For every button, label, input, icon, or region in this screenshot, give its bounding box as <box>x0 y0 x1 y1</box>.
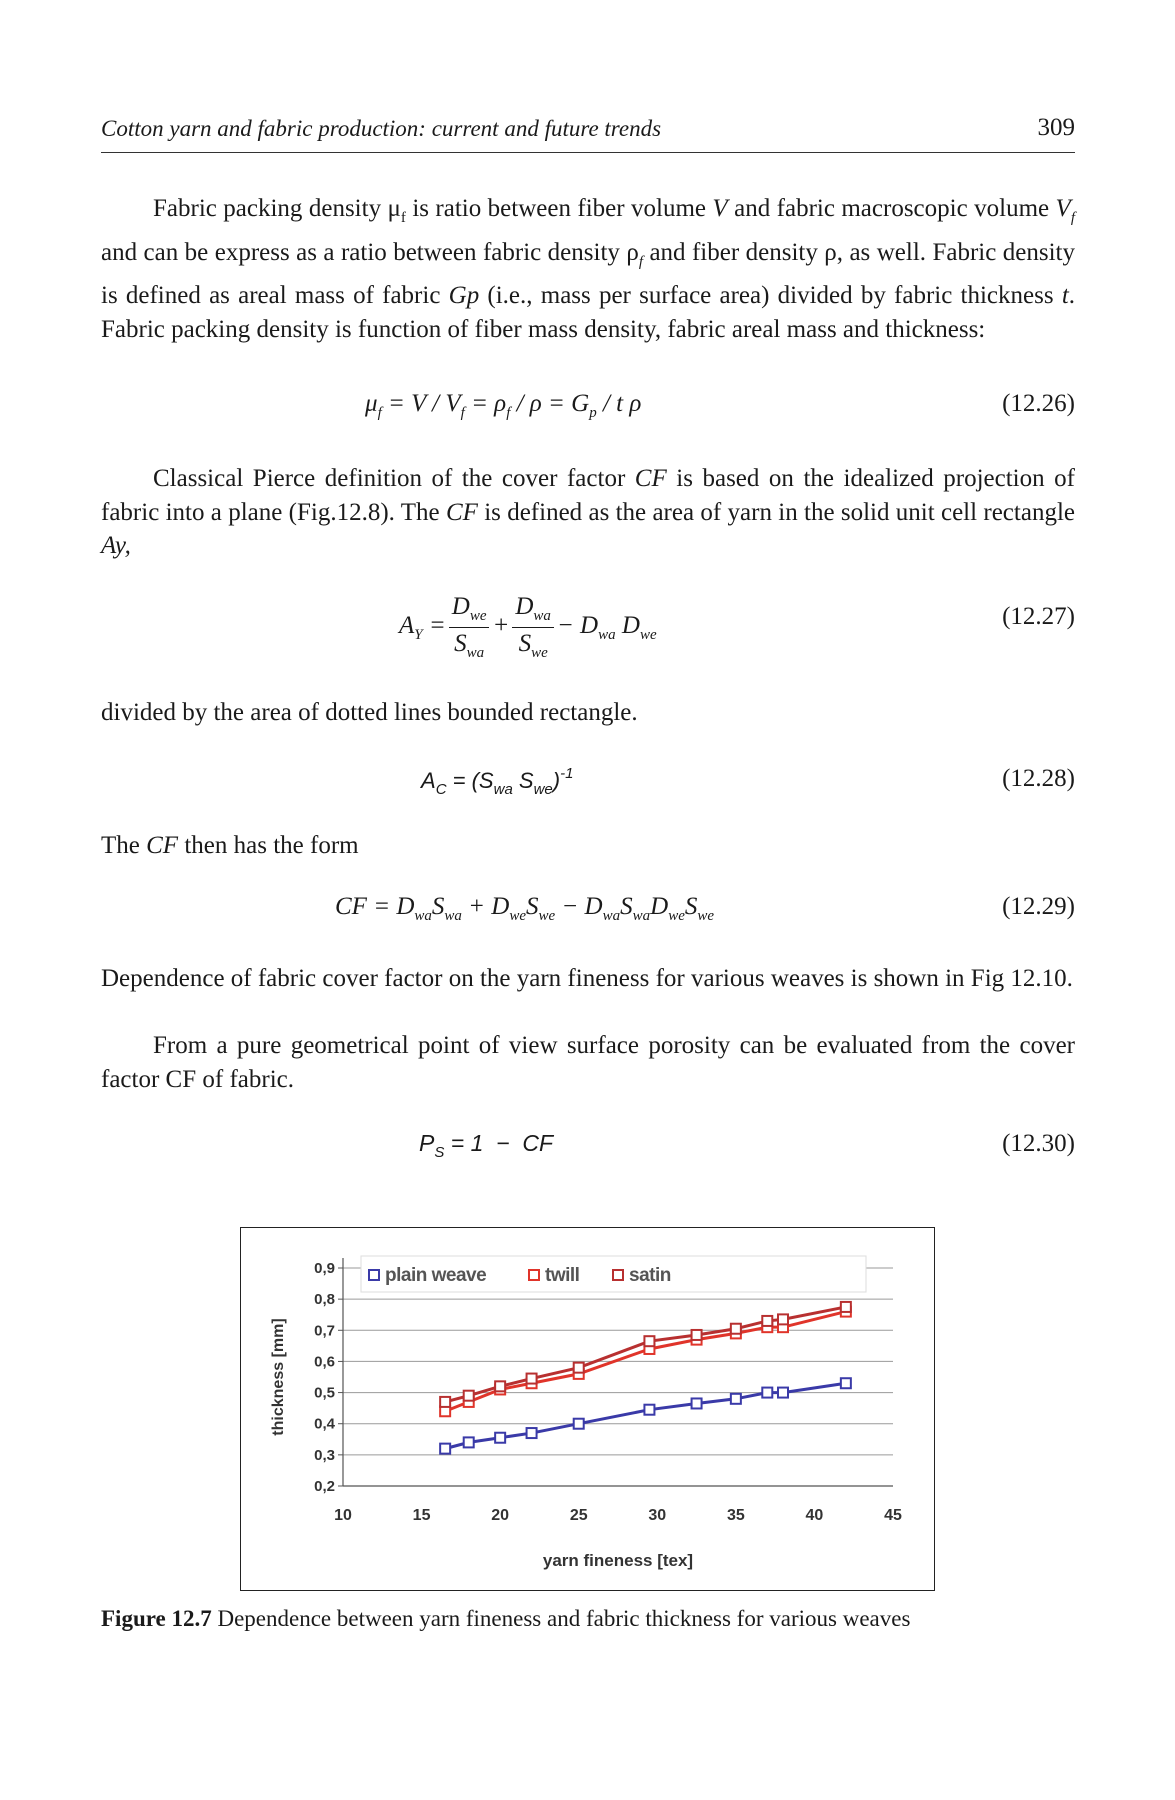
data-point <box>527 1374 537 1384</box>
equation-12-26 <box>101 390 1075 450</box>
running-title: Cotton yarn and fabric production: current and future trends <box>101 116 662 141</box>
data-point <box>778 1314 788 1324</box>
equation-12-27 <box>101 593 1075 673</box>
data-point <box>440 1397 450 1407</box>
data-point <box>464 1437 474 1447</box>
y-tick-label: 0,9 <box>314 1260 335 1277</box>
y-tick-label: 0,4 <box>314 1415 335 1433</box>
paragraph-cover-factor: Classical Pierce definition of the cover factor CF is based on the idealized projection of fabric into a plane (Fig.12.8). The CF is defined as the area of yarn in the solid unit cell rectangle Ay, <box>101 465 1075 559</box>
paragraph-surface-porosity: From a pure geometrical point of view surface porosity can be evaluated from the cover factor CF of fabric. <box>101 1032 1075 1093</box>
data-point <box>527 1428 537 1438</box>
x-axis-label: yarn fineness [tex] <box>542 1551 694 1570</box>
figure-caption <box>101 1606 910 1632</box>
page-number: 309 <box>1037 114 1075 141</box>
data-point <box>692 1398 702 1408</box>
equation-number: (12.30) <box>1002 1130 1075 1157</box>
y-axis-label: thickness [mm] <box>270 1318 287 1436</box>
data-point <box>731 1324 741 1334</box>
y-tick-label: 0,8 <box>314 1291 335 1309</box>
legend-label: satin <box>629 1265 671 1286</box>
data-point <box>644 1405 654 1415</box>
paragraph-dotted-rectangle: divided by the area of dotted lines bounded rectangle. <box>101 699 638 726</box>
data-point <box>841 1378 851 1388</box>
equation-number: (12.28) <box>1002 765 1075 792</box>
x-tick-label: 15 <box>412 1507 431 1524</box>
y-tick-label: 0,7 <box>314 1322 335 1340</box>
data-point <box>841 1302 851 1312</box>
x-tick-label: 10 <box>334 1507 352 1524</box>
data-point <box>574 1419 584 1429</box>
document-page <box>101 0 1075 1800</box>
legend-label: twill <box>545 1265 580 1286</box>
caption-text: Dependence between yarn fineness and fabric thickness for various weaves <box>211 1606 911 1631</box>
data-point <box>464 1391 474 1401</box>
equation-body: $A_Y$ = $\frac{D_{we}}{S_{wa}}$ + $\frac{D_{wa}}{S_{we}}$ − $D_{wa}$ $D_{we}$ <box>399 593 657 661</box>
x-tick-label: 30 <box>648 1507 667 1524</box>
equation-12-28 <box>101 765 1075 825</box>
x-tick-label: 45 <box>884 1507 902 1524</box>
equation-number: (12.29) <box>1002 893 1075 920</box>
data-point <box>495 1381 505 1391</box>
y-tick-label: 0,5 <box>314 1384 335 1402</box>
line-chart <box>241 1228 934 1590</box>
paragraph-dependence: Dependence of fabric cover factor on the yarn fineness for various weaves is shown in Fig 12.10. <box>101 965 1073 992</box>
equation-body: $A_C = (S_{wa}$ $S_{we})^{-1}$ <box>421 765 574 798</box>
x-tick-label: 25 <box>569 1507 588 1524</box>
data-point <box>762 1316 772 1326</box>
running-header <box>101 112 1075 153</box>
data-point <box>495 1433 505 1443</box>
equation-body: $\mu_f = V / V_f = \rho_f / \rho = G_p / t$ ρ <box>365 390 642 421</box>
data-point <box>644 1336 654 1346</box>
equation-body: CF = $D_{wa}S_{wa} + D_{we}S_{we} - D_{wa}S_{wa}D_{we}S_{we}$ <box>335 893 715 924</box>
equation-12-30 <box>101 1130 1075 1190</box>
y-tick-label: 0,2 <box>314 1478 335 1495</box>
paragraph-packing-density: Fabric packing density $\mu_f$ is ratio between fiber volume V and fabric macroscopic volume $V_f$ and can be express as a ratio between fabric density $\rho_f$ and fiber density ρ, as well. Fabric density is defined as areal mass of fabric Gp (i.e., mass per surface area) divided by fabric thickness t. Fabric packing density is function of fiber mass density, fabric areal mass and thickness: <box>101 195 1076 343</box>
equation-body: $P_S = 1$ − CF <box>419 1130 554 1161</box>
equation-12-29 <box>101 893 1075 953</box>
equation-number: (12.27) <box>1002 603 1075 630</box>
data-point <box>692 1330 702 1340</box>
paragraph-cf-form: The CF then has the form <box>101 832 359 859</box>
legend-label: plain weave <box>385 1265 487 1286</box>
data-point <box>574 1363 584 1373</box>
y-tick-label: 0,3 <box>314 1446 335 1464</box>
data-point <box>440 1444 450 1454</box>
caption-label: Figure 12.7 <box>101 1606 212 1631</box>
y-tick-label: 0,6 <box>314 1353 335 1371</box>
x-tick-label: 20 <box>491 1507 510 1524</box>
x-tick-label: 40 <box>805 1507 824 1524</box>
data-point <box>762 1388 772 1398</box>
data-point <box>731 1394 741 1404</box>
x-tick-label: 35 <box>726 1507 745 1524</box>
equation-number: (12.26) <box>1002 390 1075 417</box>
figure-chart <box>240 1227 935 1591</box>
data-point <box>778 1388 788 1398</box>
